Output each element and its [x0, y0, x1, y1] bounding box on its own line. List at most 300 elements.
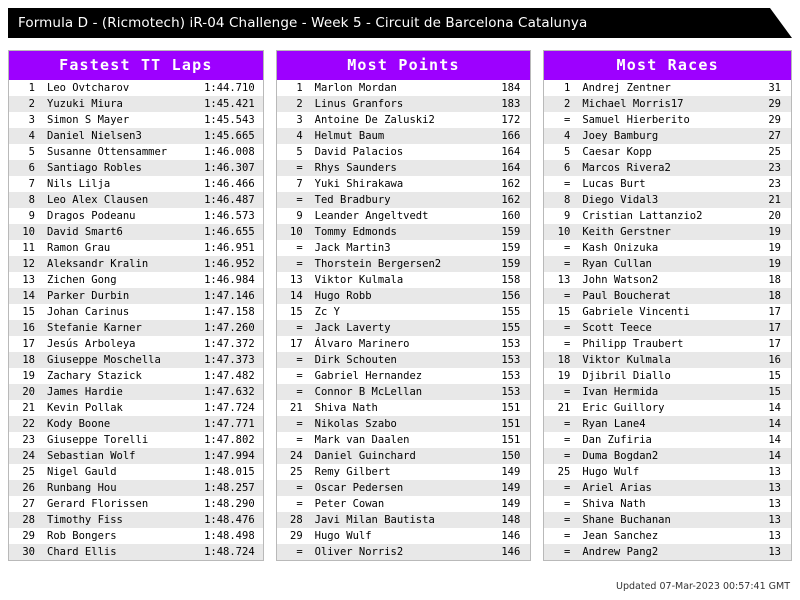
row-driver-name: Jack Martin3 [314, 242, 391, 254]
row-driver-name: Johan Carinus [47, 306, 130, 318]
table-row [544, 208, 791, 224]
row-driver-name: Sebastian Wolf [47, 450, 136, 462]
row-value: 1:46.573 [204, 210, 255, 222]
row-position: = [563, 338, 571, 350]
row-driver-name: Marlon Mordan [314, 82, 397, 94]
table-row [544, 448, 791, 464]
row-value: 159 [501, 242, 521, 254]
row-driver-name: Ryan Lane4 [582, 418, 646, 430]
row-position: = [296, 498, 303, 510]
row-value: 1:47.158 [204, 306, 255, 318]
table-most-points [277, 80, 531, 560]
row-value: 1:47.802 [204, 434, 255, 446]
row-driver-name: Rob Bongers [47, 530, 117, 542]
row-value: 1:47.260 [204, 322, 255, 334]
row-position: = [296, 242, 303, 254]
row-position: 6 [563, 162, 571, 174]
table-row [277, 288, 531, 304]
row-value: 16 [768, 354, 781, 366]
page-title-bar [8, 8, 792, 38]
row-driver-name: Andrej Zentner [582, 82, 671, 94]
row-position: 15 [290, 306, 303, 318]
table-row [9, 128, 263, 144]
table-row [9, 176, 263, 192]
row-driver-name: Samuel Hierberito [582, 114, 690, 126]
row-driver-name: Nikolas Szabo [314, 418, 397, 430]
row-position: 2 [296, 98, 303, 110]
table-row [9, 384, 263, 400]
row-position: 1 [296, 82, 303, 94]
row-value: 146 [501, 546, 521, 558]
table-row [9, 112, 263, 128]
row-position: 28 [290, 514, 303, 526]
row-position: 19 [557, 370, 571, 382]
row-position: 24 [290, 450, 303, 462]
row-driver-name: Stefanie Karner [47, 322, 142, 334]
table-row [9, 96, 263, 112]
row-position: 22 [22, 418, 35, 430]
row-position: 6 [28, 162, 35, 174]
row-value: 14 [768, 434, 781, 446]
table-row [9, 336, 263, 352]
table-row [9, 320, 263, 336]
row-position: 27 [22, 498, 35, 510]
row-value: 17 [768, 322, 781, 334]
row-position: 7 [28, 178, 35, 190]
table-row [277, 400, 531, 416]
row-value: 1:47.771 [204, 418, 255, 430]
panel-title-most-races: Most Races [544, 51, 791, 80]
row-value: 23 [768, 178, 781, 190]
row-value: 1:45.665 [204, 130, 255, 142]
row-value: 166 [501, 130, 521, 142]
row-driver-name: Susanne Ottensammer [47, 146, 168, 158]
row-value: 13 [768, 466, 781, 478]
row-position: 15 [22, 306, 35, 318]
row-driver-name: Gerard Florissen [47, 498, 149, 510]
table-row [277, 176, 531, 192]
row-position: 4 [296, 130, 303, 142]
row-position: 10 [22, 226, 35, 238]
row-position: = [563, 418, 571, 430]
row-driver-name: Yuzuki Miura [47, 98, 123, 110]
row-position: 30 [22, 546, 35, 558]
row-driver-name: Connor B McLellan [314, 386, 423, 398]
row-driver-name: Cristian Lattanzio2 [582, 210, 703, 222]
row-driver-name: Shiva Nath [582, 498, 646, 510]
panel-title-fastest-tt-laps: Fastest TT Laps [9, 51, 263, 80]
row-value: 13 [768, 546, 781, 558]
row-driver-name: Kevin Pollak [47, 402, 123, 414]
row-value: 14 [768, 402, 781, 414]
row-position: = [296, 370, 303, 382]
row-position: = [296, 162, 303, 174]
row-position: 29 [22, 530, 35, 542]
row-driver-name: Oscar Pedersen [314, 482, 404, 494]
row-value: 1:46.466 [204, 178, 255, 190]
row-driver-name: Remy Gilbert [314, 466, 391, 478]
table-row [544, 112, 791, 128]
row-driver-name: Dan Zufiria [582, 434, 652, 446]
row-value: 1:46.655 [204, 226, 255, 238]
table-row [277, 304, 531, 320]
panel-most-races [543, 50, 792, 561]
table-row [9, 512, 263, 528]
row-driver-name: Leo Alex Clausen [47, 194, 149, 206]
table-row [277, 272, 531, 288]
row-value: 17 [768, 338, 781, 350]
row-position: 19 [22, 370, 35, 382]
row-position: 5 [296, 146, 303, 158]
row-value: 1:46.952 [204, 258, 255, 270]
row-value: 1:48.498 [204, 530, 255, 542]
row-driver-name: Andrew Pang2 [582, 546, 659, 558]
table-row [9, 304, 263, 320]
row-driver-name: Joey Bamburg [582, 130, 659, 142]
table-row [9, 240, 263, 256]
row-position: = [563, 322, 571, 334]
row-position: 1 [563, 82, 571, 94]
row-driver-name: Simon S Mayer [47, 114, 130, 126]
table-row [544, 480, 791, 496]
row-driver-name: Dirk Schouten [314, 354, 397, 366]
row-position: = [563, 450, 571, 462]
table-row [9, 288, 263, 304]
row-position: 15 [557, 306, 571, 318]
row-value: 23 [768, 162, 781, 174]
row-driver-name: Marcos Rivera2 [582, 162, 671, 174]
row-driver-name: John Watson2 [582, 274, 659, 286]
row-position: 24 [22, 450, 35, 462]
table-row [277, 112, 531, 128]
row-driver-name: Zichen Gong [47, 274, 117, 286]
row-position: = [563, 498, 571, 510]
row-value: 1:47.372 [204, 338, 255, 350]
table-row [544, 368, 791, 384]
row-position: 25 [22, 466, 35, 478]
row-driver-name: Hugo Robb [314, 290, 372, 302]
row-position: 8 [28, 194, 35, 206]
table-fastest-tt-laps [9, 80, 263, 560]
row-value: 183 [501, 98, 521, 110]
row-value: 1:47.994 [204, 450, 255, 462]
row-driver-name: Ryan Cullan [582, 258, 652, 270]
row-value: 25 [768, 146, 781, 158]
row-value: 153 [501, 338, 521, 350]
table-row [544, 432, 791, 448]
table-row [277, 160, 531, 176]
row-value: 1:46.307 [204, 162, 255, 174]
panel-fastest-tt-laps [8, 50, 264, 561]
row-value: 13 [768, 498, 781, 510]
row-driver-name: Gabriel Hernandez [314, 370, 423, 382]
table-row [277, 240, 531, 256]
row-position: = [296, 546, 303, 558]
page-title: Formula D - (Ricmotech) iR-04 Challenge - Week 5 - Circuit de Barcelona Catalunya [18, 15, 588, 31]
row-position: 18 [557, 354, 571, 366]
row-driver-name: Oliver Norris2 [314, 546, 404, 558]
title-corner-notch [770, 8, 792, 38]
row-value: 162 [501, 194, 521, 206]
row-value: 1:46.487 [204, 194, 255, 206]
row-position: 28 [22, 514, 35, 526]
row-driver-name: Shane Buchanan [582, 514, 671, 526]
table-row [277, 96, 531, 112]
row-value: 1:47.146 [204, 290, 255, 302]
row-driver-name: Daniel Nielsen3 [47, 130, 142, 142]
row-value: 151 [501, 418, 521, 430]
table-row [9, 528, 263, 544]
table-row [9, 464, 263, 480]
row-value: 1:46.951 [204, 242, 255, 254]
table-row [9, 400, 263, 416]
row-value: 31 [768, 82, 781, 94]
row-driver-name: Paul Boucherat [582, 290, 671, 302]
row-driver-name: Caesar Kopp [582, 146, 652, 158]
row-position: 10 [290, 226, 303, 238]
table-row [9, 352, 263, 368]
row-position: = [563, 178, 571, 190]
row-driver-name: Viktor Kulmala [314, 274, 404, 286]
row-value: 156 [501, 290, 521, 302]
table-body-most-races [544, 80, 791, 560]
row-value: 1:47.724 [204, 402, 255, 414]
leaderboard-columns [8, 50, 792, 561]
row-driver-name: Jesús Arboleya [47, 338, 136, 350]
row-value: 15 [768, 370, 781, 382]
row-driver-name: Álvaro Marinero [314, 338, 410, 350]
row-value: 17 [768, 306, 781, 318]
table-row [277, 352, 531, 368]
row-driver-name: Lucas Burt [582, 178, 646, 190]
row-position: 16 [22, 322, 35, 334]
row-value: 151 [501, 434, 521, 446]
row-value: 1:47.373 [204, 354, 255, 366]
row-position: 1 [28, 82, 35, 94]
row-position: 7 [296, 178, 303, 190]
row-value: 1:45.543 [204, 114, 255, 126]
table-row [277, 448, 531, 464]
row-position: 21 [557, 402, 571, 414]
row-value: 149 [501, 498, 521, 510]
table-row [544, 336, 791, 352]
row-driver-name: Giuseppe Torelli [47, 434, 149, 446]
row-position: 4 [563, 130, 571, 142]
row-value: 158 [501, 274, 521, 286]
row-value: 1:48.724 [204, 546, 255, 558]
table-row [544, 528, 791, 544]
table-row [544, 384, 791, 400]
table-row [9, 480, 263, 496]
table-row [544, 352, 791, 368]
table-row [277, 144, 531, 160]
row-position: = [296, 386, 303, 398]
table-row [277, 224, 531, 240]
table-row [544, 288, 791, 304]
row-driver-name: Aleksandr Kralin [47, 258, 149, 270]
table-row [277, 128, 531, 144]
row-driver-name: James Hardie [47, 386, 123, 398]
row-driver-name: Eric Guillory [582, 402, 665, 414]
row-driver-name: Kash Onizuka [582, 242, 659, 254]
row-value: 1:46.984 [204, 274, 255, 286]
row-position: = [563, 514, 571, 526]
row-position: = [296, 482, 303, 494]
table-row [544, 96, 791, 112]
table-row [544, 416, 791, 432]
row-position: = [296, 418, 303, 430]
row-value: 18 [768, 290, 781, 302]
row-value: 155 [501, 306, 521, 318]
table-row [544, 320, 791, 336]
row-driver-name: Ivan Hermida [582, 386, 659, 398]
row-driver-name: Gabriele Vincenti [582, 306, 690, 318]
row-driver-name: Daniel Guinchard [314, 450, 416, 462]
row-value: 19 [768, 242, 781, 254]
table-row [277, 336, 531, 352]
table-row [277, 464, 531, 480]
row-value: 162 [501, 178, 521, 190]
table-row [544, 240, 791, 256]
row-value: 1:44.710 [204, 82, 255, 94]
row-value: 159 [501, 226, 521, 238]
table-row [544, 224, 791, 240]
table-row [9, 208, 263, 224]
row-driver-name: Kody Boone [47, 418, 111, 430]
table-row [9, 256, 263, 272]
row-position: 21 [290, 402, 303, 414]
row-value: 149 [501, 466, 521, 478]
row-value: 160 [501, 210, 521, 222]
row-position: 13 [22, 274, 35, 286]
row-value: 164 [501, 162, 521, 174]
table-row [9, 80, 263, 96]
row-position: = [296, 322, 303, 334]
table-row [544, 272, 791, 288]
row-driver-name: Linus Granfors [314, 98, 404, 110]
row-value: 153 [501, 354, 521, 366]
table-row [277, 368, 531, 384]
table-row [277, 512, 531, 528]
row-driver-name: Scott Teece [582, 322, 652, 334]
table-row [544, 304, 791, 320]
row-position: 8 [563, 194, 571, 206]
row-value: 146 [501, 530, 521, 542]
row-position: 11 [22, 242, 35, 254]
table-body-fastest-tt-laps [9, 80, 263, 560]
table-row [9, 192, 263, 208]
row-value: 14 [768, 418, 781, 430]
row-position: = [563, 530, 571, 542]
row-position: = [563, 290, 571, 302]
row-position: 3 [296, 114, 303, 126]
row-position: 10 [557, 226, 571, 238]
table-row [277, 256, 531, 272]
row-value: 151 [501, 402, 521, 414]
row-value: 13 [768, 482, 781, 494]
row-driver-name: Leander Angeltvedt [314, 210, 429, 222]
row-position: 21 [22, 402, 35, 414]
row-driver-name: Parker Durbin [47, 290, 130, 302]
table-row [9, 544, 263, 560]
table-row [277, 208, 531, 224]
table-row [9, 272, 263, 288]
row-driver-name: Djibril Diallo [582, 370, 671, 382]
row-driver-name: Javi Milan Bautista [314, 514, 435, 526]
row-driver-name: Giuseppe Moschella [47, 354, 161, 366]
row-driver-name: Mark van Daalen [314, 434, 410, 446]
row-value: 1:45.421 [204, 98, 255, 110]
updated-timestamp: Updated 07-Mar-2023 00:57:41 GMT [616, 581, 790, 592]
row-value: 20 [768, 210, 781, 222]
row-driver-name: Ted Bradbury [314, 194, 391, 206]
row-driver-name: Nigel Gauld [47, 466, 117, 478]
table-row [277, 544, 531, 560]
row-driver-name: David Smart6 [47, 226, 123, 238]
table-body-most-points [277, 80, 531, 560]
table-row [277, 480, 531, 496]
row-position: = [563, 482, 571, 494]
row-value: 1:47.632 [204, 386, 255, 398]
row-position: 4 [28, 130, 35, 142]
row-position: 18 [22, 354, 35, 366]
panel-title-most-points: Most Points [277, 51, 531, 80]
row-value: 27 [768, 130, 781, 142]
table-row [277, 320, 531, 336]
row-value: 14 [768, 450, 781, 462]
table-row [277, 416, 531, 432]
table-row [9, 496, 263, 512]
table-row [544, 128, 791, 144]
table-row [277, 528, 531, 544]
table-row [544, 80, 791, 96]
row-value: 150 [501, 450, 521, 462]
row-driver-name: Jack Laverty [314, 322, 391, 334]
table-row [544, 512, 791, 528]
row-position: 9 [296, 210, 303, 222]
table-row [9, 416, 263, 432]
row-position: 17 [22, 338, 35, 350]
row-position: 9 [563, 210, 571, 222]
row-driver-name: Viktor Kulmala [582, 354, 671, 366]
row-driver-name: Duma Bogdan2 [582, 450, 659, 462]
row-value: 164 [501, 146, 521, 158]
row-position: 5 [563, 146, 571, 158]
row-driver-name: Leo Ovtcharov [47, 82, 130, 94]
row-value: 29 [768, 114, 781, 126]
row-driver-name: Ariel Arias [582, 482, 652, 494]
row-position: 14 [22, 290, 35, 302]
table-row [544, 400, 791, 416]
row-value: 1:46.008 [204, 146, 255, 158]
row-driver-name: David Palacios [314, 146, 404, 158]
row-value: 1:48.257 [204, 482, 255, 494]
panel-most-points [276, 50, 532, 561]
table-row [277, 496, 531, 512]
row-driver-name: Keith Gerstner [582, 226, 671, 238]
row-position: 14 [290, 290, 303, 302]
table-row [544, 192, 791, 208]
row-position: 17 [290, 338, 303, 350]
row-value: 21 [768, 194, 781, 206]
row-value: 148 [501, 514, 521, 526]
table-row [9, 224, 263, 240]
row-value: 1:48.476 [204, 514, 255, 526]
row-driver-name: Ramon Grau [47, 242, 111, 254]
row-value: 19 [768, 258, 781, 270]
row-driver-name: Thorstein Bergersen2 [314, 258, 442, 270]
row-position: = [563, 242, 571, 254]
